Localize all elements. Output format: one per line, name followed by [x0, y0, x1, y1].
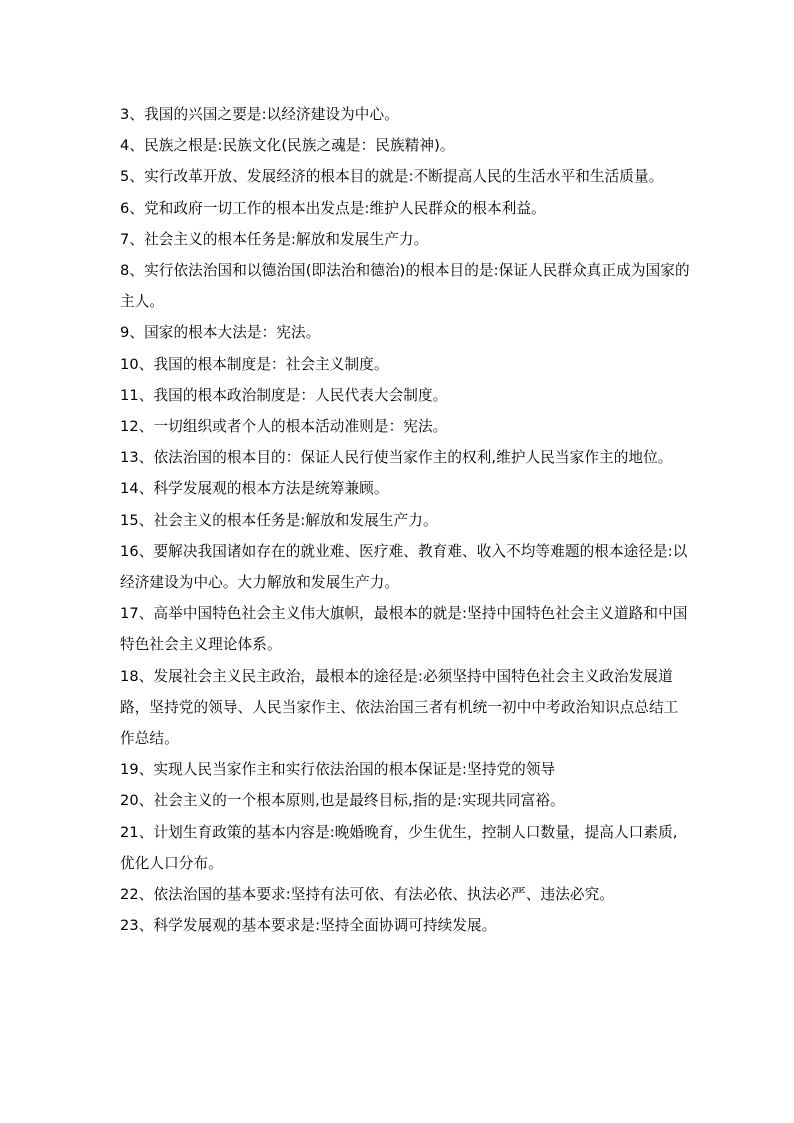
paragraph-item-11: 11、我国的根本政治制度是：人民代表大会制度。: [120, 386, 448, 404]
paragraph-item-13: 13、依法治国的根本目的：保证人民行使当家作主的权利,维护人民当家作主的地位。: [120, 449, 673, 467]
paragraph-item-10: 10、我国的根本制度是：社会主义制度。: [120, 355, 389, 373]
paragraph-item-22: 22、依法治国的基本要求:坚持有法可依、有法必依、执法必严、违法必究。: [120, 886, 614, 904]
paragraph-item-9: 9、国家的根本大法是：宪法。: [120, 324, 321, 342]
paragraph-item-4: 4、民族之根是:民族文化(民族之魂是：民族精神)。: [120, 137, 455, 155]
paragraph-item-23: 23、科学发展观的基本要求是:坚持全面协调可持续发展。: [120, 917, 497, 935]
paragraph-item-21: 21、计划生育政策的基本内容是:晚婚晚育，少生优生，控制人口数量，提高人口素质,优化人口分布。: [120, 823, 678, 872]
paragraph-item-12: 12、一切组织或者个人的根本活动准则是：宪法。: [120, 418, 448, 436]
paragraph-item-17: 17、高举中国特色社会主义伟大旗帜，最根本的就是:坚持中国特色社会主义道路和中国特色社会主义理论体系。: [120, 605, 688, 654]
paragraph-item-5: 5、实行改革开放、发展经济的根本目的就是:不断提高人民的生活水平和生活质量。: [120, 168, 664, 186]
paragraph-item-8: 8、实行依法治国和以德治国(即法治和德治)的根本目的是:保证人民群众真正成为国家的主人。: [120, 262, 690, 311]
paragraph-item-3: 3、我国的兴国之要是:以经济建设为中心。: [120, 106, 399, 123]
paragraph-item-18: 18、发展社会主义民主政治，最根本的途径是:必须坚持中国特色社会主义政治发展道路，坚持党的领导、人民当家作主、依法治国三者有机统一初中中考政治知识点总结工作总结。: [120, 667, 679, 748]
paragraph-item-14: 14、科学发展观的根本方法是统筹兼顾。: [120, 480, 389, 498]
paragraph-item-15: 15、社会主义的根本任务是:解放和发展生产力。: [120, 511, 438, 529]
paragraph-item-6: 6、党和政府一切工作的根本出发点是:维护人民群众的根本利益。: [120, 199, 546, 217]
paragraph-item-16: 16、要解决我国诸如存在的就业难、医疗难、教育难、收入不均等难题的根本途径是:以经济建设为中心。大力解放和发展生产力。: [120, 542, 688, 592]
paragraph-item-20: 20、社会主义的一个根本原则,也是最终目标,指的是:实现共同富裕。: [120, 792, 565, 810]
paragraph-item-7: 7、社会主义的根本任务是:解放和发展生产力。: [120, 230, 429, 248]
paragraph-item-19: 19、实现人民当家作主和实行依法治国的根本保证是:坚持党的领导: [120, 761, 556, 779]
document-body: [120, 99, 690, 941]
